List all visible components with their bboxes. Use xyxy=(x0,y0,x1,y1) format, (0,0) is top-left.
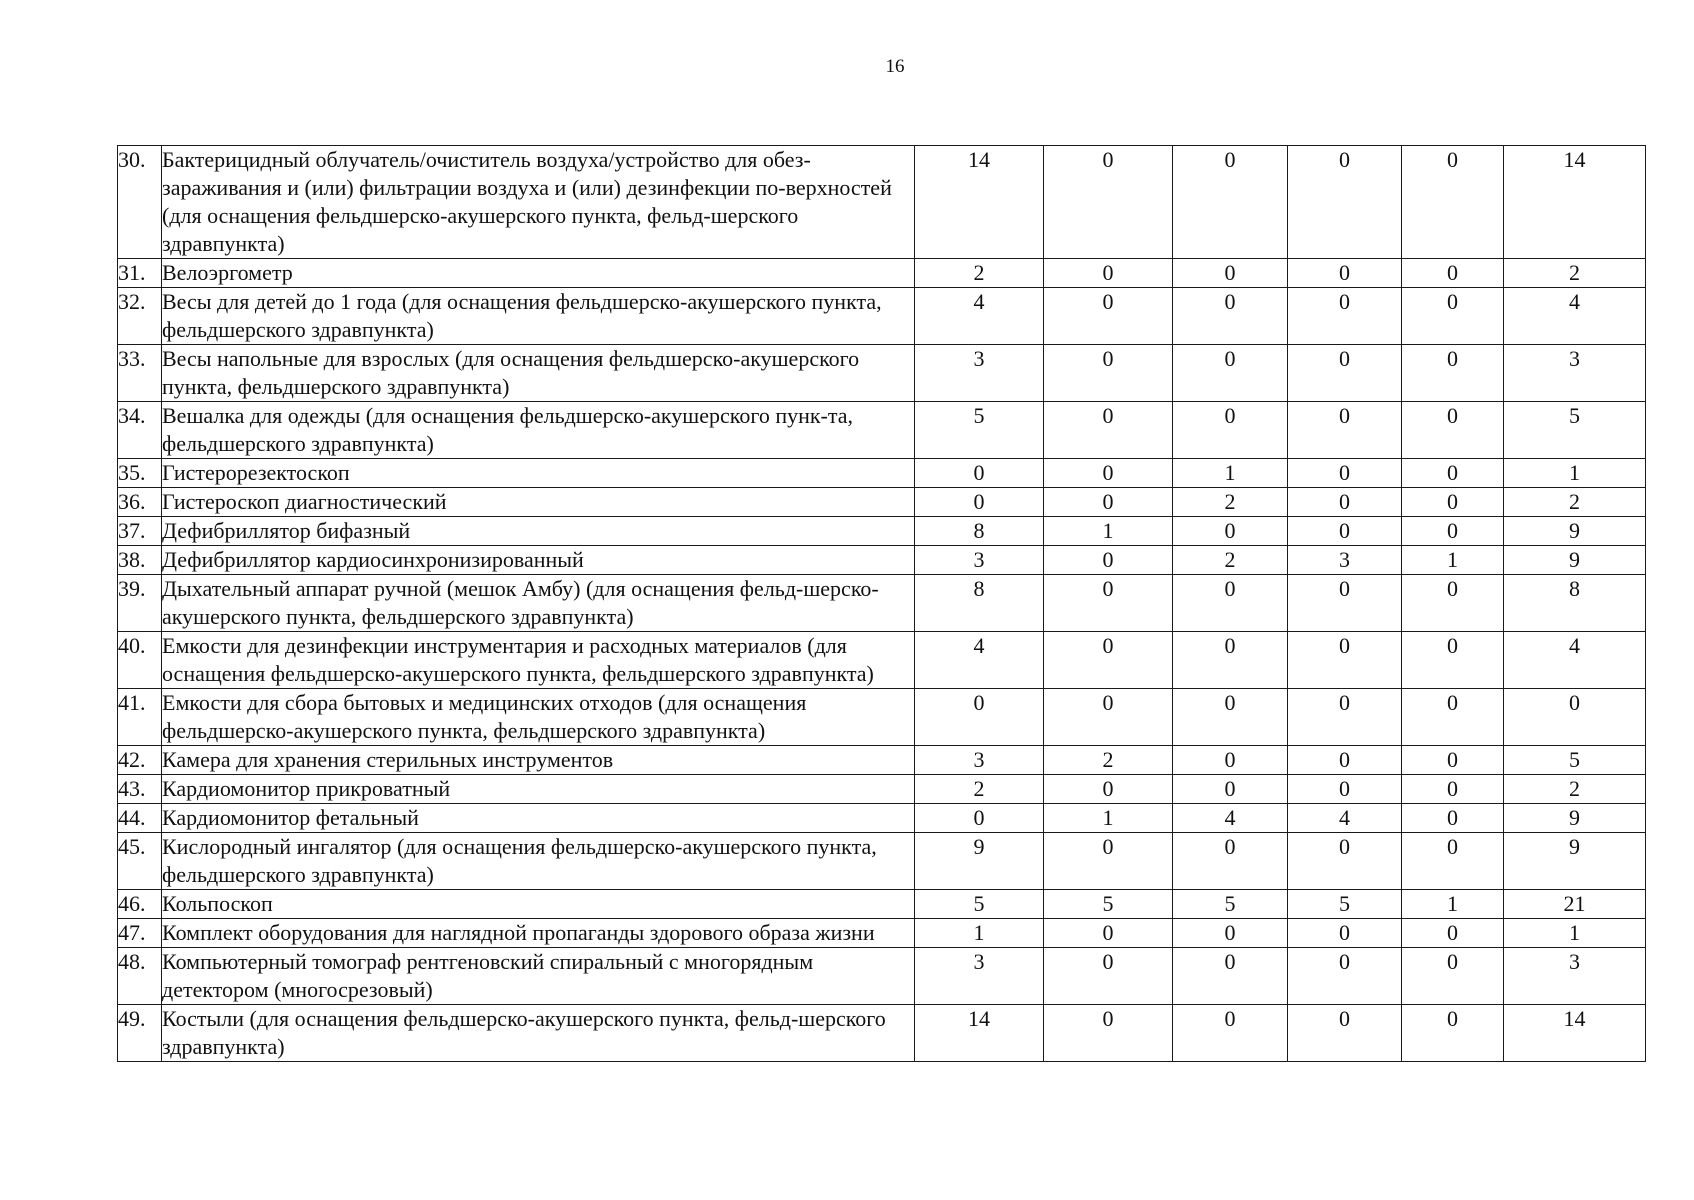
quantity-cell-5: 0 xyxy=(1402,402,1504,459)
quantity-cell-4: 0 xyxy=(1288,833,1402,890)
quantity-cell-2: 0 xyxy=(1044,948,1173,1005)
row-number: 41. xyxy=(118,689,162,746)
table-row xyxy=(118,775,1646,804)
equipment-name: Комплект оборудования для наглядной пропаганды здорового образа жизни xyxy=(162,919,915,948)
quantity-cell-4: 0 xyxy=(1288,575,1402,632)
quantity-cell-6: 5 xyxy=(1504,746,1646,775)
quantity-cell-5: 0 xyxy=(1402,488,1504,517)
quantity-cell-4: 5 xyxy=(1288,890,1402,919)
quantity-cell-6: 9 xyxy=(1504,804,1646,833)
quantity-cell-1: 5 xyxy=(915,402,1044,459)
equipment-name: Емкости для дезинфекции инструментария и расходных материалов (для оснащения фельдшерско-акушерского пункта, фельдшерского здравпункта) xyxy=(162,632,915,689)
equipment-name: Дефибриллятор бифазный xyxy=(162,517,915,546)
quantity-cell-2: 0 xyxy=(1044,775,1173,804)
quantity-cell-3: 0 xyxy=(1173,689,1288,746)
quantity-cell-2: 2 xyxy=(1044,746,1173,775)
quantity-cell-2: 0 xyxy=(1044,402,1173,459)
quantity-cell-4: 0 xyxy=(1288,948,1402,1005)
table-row xyxy=(118,1005,1646,1062)
quantity-cell-6: 5 xyxy=(1504,402,1646,459)
quantity-cell-6: 9 xyxy=(1504,517,1646,546)
row-number: 40. xyxy=(118,632,162,689)
quantity-cell-6: 4 xyxy=(1504,288,1646,345)
quantity-cell-2: 1 xyxy=(1044,804,1173,833)
quantity-cell-6: 9 xyxy=(1504,546,1646,575)
quantity-cell-2: 0 xyxy=(1044,345,1173,402)
quantity-cell-6: 2 xyxy=(1504,259,1646,288)
quantity-cell-5: 0 xyxy=(1402,1005,1504,1062)
quantity-cell-3: 0 xyxy=(1173,919,1288,948)
equipment-name: Велоэргометр xyxy=(162,259,915,288)
quantity-cell-4: 0 xyxy=(1288,146,1402,259)
quantity-cell-3: 0 xyxy=(1173,402,1288,459)
quantity-cell-1: 0 xyxy=(915,488,1044,517)
quantity-cell-3: 0 xyxy=(1173,948,1288,1005)
equipment-name: Емкости для сбора бытовых и медицинских отходов (для оснащения фельдшерско-акушерского пункта, фельдшерского здравпункта) xyxy=(162,689,915,746)
table-row xyxy=(118,402,1646,459)
quantity-cell-1: 0 xyxy=(915,689,1044,746)
quantity-cell-3: 4 xyxy=(1173,804,1288,833)
quantity-cell-1: 4 xyxy=(915,632,1044,689)
quantity-cell-1: 4 xyxy=(915,288,1044,345)
row-number: 30. xyxy=(118,146,162,259)
quantity-cell-3: 0 xyxy=(1173,746,1288,775)
quantity-cell-4: 0 xyxy=(1288,632,1402,689)
quantity-cell-4: 0 xyxy=(1288,288,1402,345)
quantity-cell-5: 0 xyxy=(1402,575,1504,632)
row-number: 34. xyxy=(118,402,162,459)
row-number: 45. xyxy=(118,833,162,890)
quantity-cell-6: 21 xyxy=(1504,890,1646,919)
row-number: 48. xyxy=(118,948,162,1005)
row-number: 49. xyxy=(118,1005,162,1062)
quantity-cell-2: 0 xyxy=(1044,1005,1173,1062)
quantity-cell-5: 0 xyxy=(1402,919,1504,948)
table-row xyxy=(118,948,1646,1005)
table-row xyxy=(118,746,1646,775)
quantity-cell-5: 0 xyxy=(1402,833,1504,890)
quantity-cell-1: 3 xyxy=(915,746,1044,775)
quantity-cell-5: 0 xyxy=(1402,948,1504,1005)
quantity-cell-4: 0 xyxy=(1288,402,1402,459)
equipment-name: Кардиомонитор фетальный xyxy=(162,804,915,833)
quantity-cell-4: 3 xyxy=(1288,546,1402,575)
table-row xyxy=(118,459,1646,488)
table-row xyxy=(118,488,1646,517)
row-number: 33. xyxy=(118,345,162,402)
equipment-name: Бактерицидный облучатель/очиститель воздуха/устройство для обез-зараживания и (или) фильтрации воздуха и (или) дезинфекции по-верхностей (для оснащения фельдшерско-акушерского пункта, фельд-шерского здравпункта) xyxy=(162,146,915,259)
equipment-name: Кольпоскоп xyxy=(162,890,915,919)
quantity-cell-6: 1 xyxy=(1504,919,1646,948)
quantity-cell-6: 8 xyxy=(1504,575,1646,632)
quantity-cell-1: 1 xyxy=(915,919,1044,948)
quantity-cell-5: 0 xyxy=(1402,459,1504,488)
row-number: 36. xyxy=(118,488,162,517)
table-row xyxy=(118,632,1646,689)
quantity-cell-6: 9 xyxy=(1504,833,1646,890)
quantity-cell-6: 3 xyxy=(1504,948,1646,1005)
quantity-cell-2: 0 xyxy=(1044,259,1173,288)
quantity-cell-3: 0 xyxy=(1173,833,1288,890)
row-number: 35. xyxy=(118,459,162,488)
quantity-cell-5: 0 xyxy=(1402,804,1504,833)
quantity-cell-4: 0 xyxy=(1288,345,1402,402)
quantity-cell-3: 2 xyxy=(1173,488,1288,517)
equipment-name: Костыли (для оснащения фельдшерско-акушерского пункта, фельд-шерского здравпункта) xyxy=(162,1005,915,1062)
quantity-cell-3: 2 xyxy=(1173,546,1288,575)
quantity-cell-2: 1 xyxy=(1044,517,1173,546)
row-number: 44. xyxy=(118,804,162,833)
table-row xyxy=(118,575,1646,632)
quantity-cell-1: 14 xyxy=(915,146,1044,259)
quantity-cell-4: 0 xyxy=(1288,775,1402,804)
quantity-cell-4: 0 xyxy=(1288,746,1402,775)
equipment-name: Кардиомонитор прикроватный xyxy=(162,775,915,804)
quantity-cell-5: 1 xyxy=(1402,890,1504,919)
row-number: 43. xyxy=(118,775,162,804)
quantity-cell-1: 5 xyxy=(915,890,1044,919)
quantity-cell-3: 0 xyxy=(1173,146,1288,259)
quantity-cell-4: 4 xyxy=(1288,804,1402,833)
equipment-name: Гистероскоп диагностический xyxy=(162,488,915,517)
quantity-cell-2: 0 xyxy=(1044,833,1173,890)
equipment-name: Весы напольные для взрослых (для оснащения фельдшерско-акушерского пункта, фельдшерского здравпункта) xyxy=(162,345,915,402)
quantity-cell-3: 5 xyxy=(1173,890,1288,919)
quantity-cell-3: 0 xyxy=(1173,632,1288,689)
equipment-name: Дефибриллятор кардиосинхронизированный xyxy=(162,546,915,575)
quantity-cell-2: 5 xyxy=(1044,890,1173,919)
quantity-cell-1: 0 xyxy=(915,804,1044,833)
quantity-cell-5: 1 xyxy=(1402,546,1504,575)
quantity-cell-4: 0 xyxy=(1288,689,1402,746)
equipment-name: Дыхательный аппарат ручной (мешок Амбу) (для оснащения фельд-шерско-акушерского пункта, фельдшерского здравпункта) xyxy=(162,575,915,632)
table-row xyxy=(118,345,1646,402)
quantity-cell-4: 0 xyxy=(1288,488,1402,517)
row-number: 38. xyxy=(118,546,162,575)
row-number: 47. xyxy=(118,919,162,948)
quantity-cell-3: 1 xyxy=(1173,459,1288,488)
quantity-cell-3: 0 xyxy=(1173,1005,1288,1062)
table-row xyxy=(118,804,1646,833)
page-number: 16 xyxy=(885,56,905,77)
row-number: 31. xyxy=(118,259,162,288)
quantity-cell-5: 0 xyxy=(1402,517,1504,546)
equipment-name: Камера для хранения стерильных инструментов xyxy=(162,746,915,775)
quantity-cell-1: 2 xyxy=(915,775,1044,804)
quantity-cell-5: 0 xyxy=(1402,689,1504,746)
quantity-cell-3: 0 xyxy=(1173,575,1288,632)
quantity-cell-5: 0 xyxy=(1402,345,1504,402)
quantity-cell-1: 14 xyxy=(915,1005,1044,1062)
quantity-cell-1: 8 xyxy=(915,575,1044,632)
quantity-cell-2: 0 xyxy=(1044,689,1173,746)
quantity-cell-6: 1 xyxy=(1504,459,1646,488)
equipment-name: Кислородный ингалятор (для оснащения фельдшерско-акушерского пункта, фельдшерского здравпункта) xyxy=(162,833,915,890)
table-row xyxy=(118,919,1646,948)
equipment-table xyxy=(117,145,1646,1062)
quantity-cell-6: 2 xyxy=(1504,488,1646,517)
quantity-cell-2: 0 xyxy=(1044,575,1173,632)
quantity-cell-6: 0 xyxy=(1504,689,1646,746)
quantity-cell-3: 0 xyxy=(1173,288,1288,345)
quantity-cell-1: 2 xyxy=(915,259,1044,288)
table-row xyxy=(118,146,1646,259)
quantity-cell-5: 0 xyxy=(1402,632,1504,689)
quantity-cell-1: 9 xyxy=(915,833,1044,890)
quantity-cell-2: 0 xyxy=(1044,546,1173,575)
quantity-cell-3: 0 xyxy=(1173,775,1288,804)
quantity-cell-5: 0 xyxy=(1402,746,1504,775)
equipment-name: Гистерорезектоскоп xyxy=(162,459,915,488)
quantity-cell-2: 0 xyxy=(1044,146,1173,259)
quantity-cell-2: 0 xyxy=(1044,288,1173,345)
quantity-cell-3: 0 xyxy=(1173,345,1288,402)
equipment-name: Вешалка для одежды (для оснащения фельдшерско-акушерского пунк-та, фельдшерского здравпункта) xyxy=(162,402,915,459)
table-row xyxy=(118,517,1646,546)
quantity-cell-6: 4 xyxy=(1504,632,1646,689)
table-row xyxy=(118,546,1646,575)
equipment-table-body xyxy=(118,146,1646,1062)
row-number: 39. xyxy=(118,575,162,632)
quantity-cell-1: 0 xyxy=(915,459,1044,488)
table-row xyxy=(118,259,1646,288)
quantity-cell-3: 0 xyxy=(1173,517,1288,546)
quantity-cell-5: 0 xyxy=(1402,288,1504,345)
quantity-cell-5: 0 xyxy=(1402,775,1504,804)
row-number: 46. xyxy=(118,890,162,919)
row-number: 37. xyxy=(118,517,162,546)
quantity-cell-5: 0 xyxy=(1402,146,1504,259)
quantity-cell-1: 3 xyxy=(915,345,1044,402)
quantity-cell-5: 0 xyxy=(1402,259,1504,288)
quantity-cell-2: 0 xyxy=(1044,919,1173,948)
quantity-cell-4: 0 xyxy=(1288,1005,1402,1062)
quantity-cell-4: 0 xyxy=(1288,259,1402,288)
row-number: 42. xyxy=(118,746,162,775)
quantity-cell-6: 3 xyxy=(1504,345,1646,402)
quantity-cell-6: 14 xyxy=(1504,146,1646,259)
equipment-name: Весы для детей до 1 года (для оснащения фельдшерско-акушерского пункта, фельдшерского здравпункта) xyxy=(162,288,915,345)
quantity-cell-4: 0 xyxy=(1288,459,1402,488)
equipment-name: Компьютерный томограф рентгеновский спиральный с многорядным детектором (многосрезовый) xyxy=(162,948,915,1005)
quantity-cell-2: 0 xyxy=(1044,459,1173,488)
table-row xyxy=(118,288,1646,345)
quantity-cell-6: 14 xyxy=(1504,1005,1646,1062)
table-row xyxy=(118,890,1646,919)
quantity-cell-2: 0 xyxy=(1044,632,1173,689)
quantity-cell-1: 3 xyxy=(915,948,1044,1005)
quantity-cell-4: 0 xyxy=(1288,517,1402,546)
quantity-cell-1: 3 xyxy=(915,546,1044,575)
quantity-cell-4: 0 xyxy=(1288,919,1402,948)
quantity-cell-6: 2 xyxy=(1504,775,1646,804)
row-number: 32. xyxy=(118,288,162,345)
quantity-cell-2: 0 xyxy=(1044,488,1173,517)
table-row xyxy=(118,833,1646,890)
quantity-cell-3: 0 xyxy=(1173,259,1288,288)
table-row xyxy=(118,689,1646,746)
quantity-cell-1: 8 xyxy=(915,517,1044,546)
